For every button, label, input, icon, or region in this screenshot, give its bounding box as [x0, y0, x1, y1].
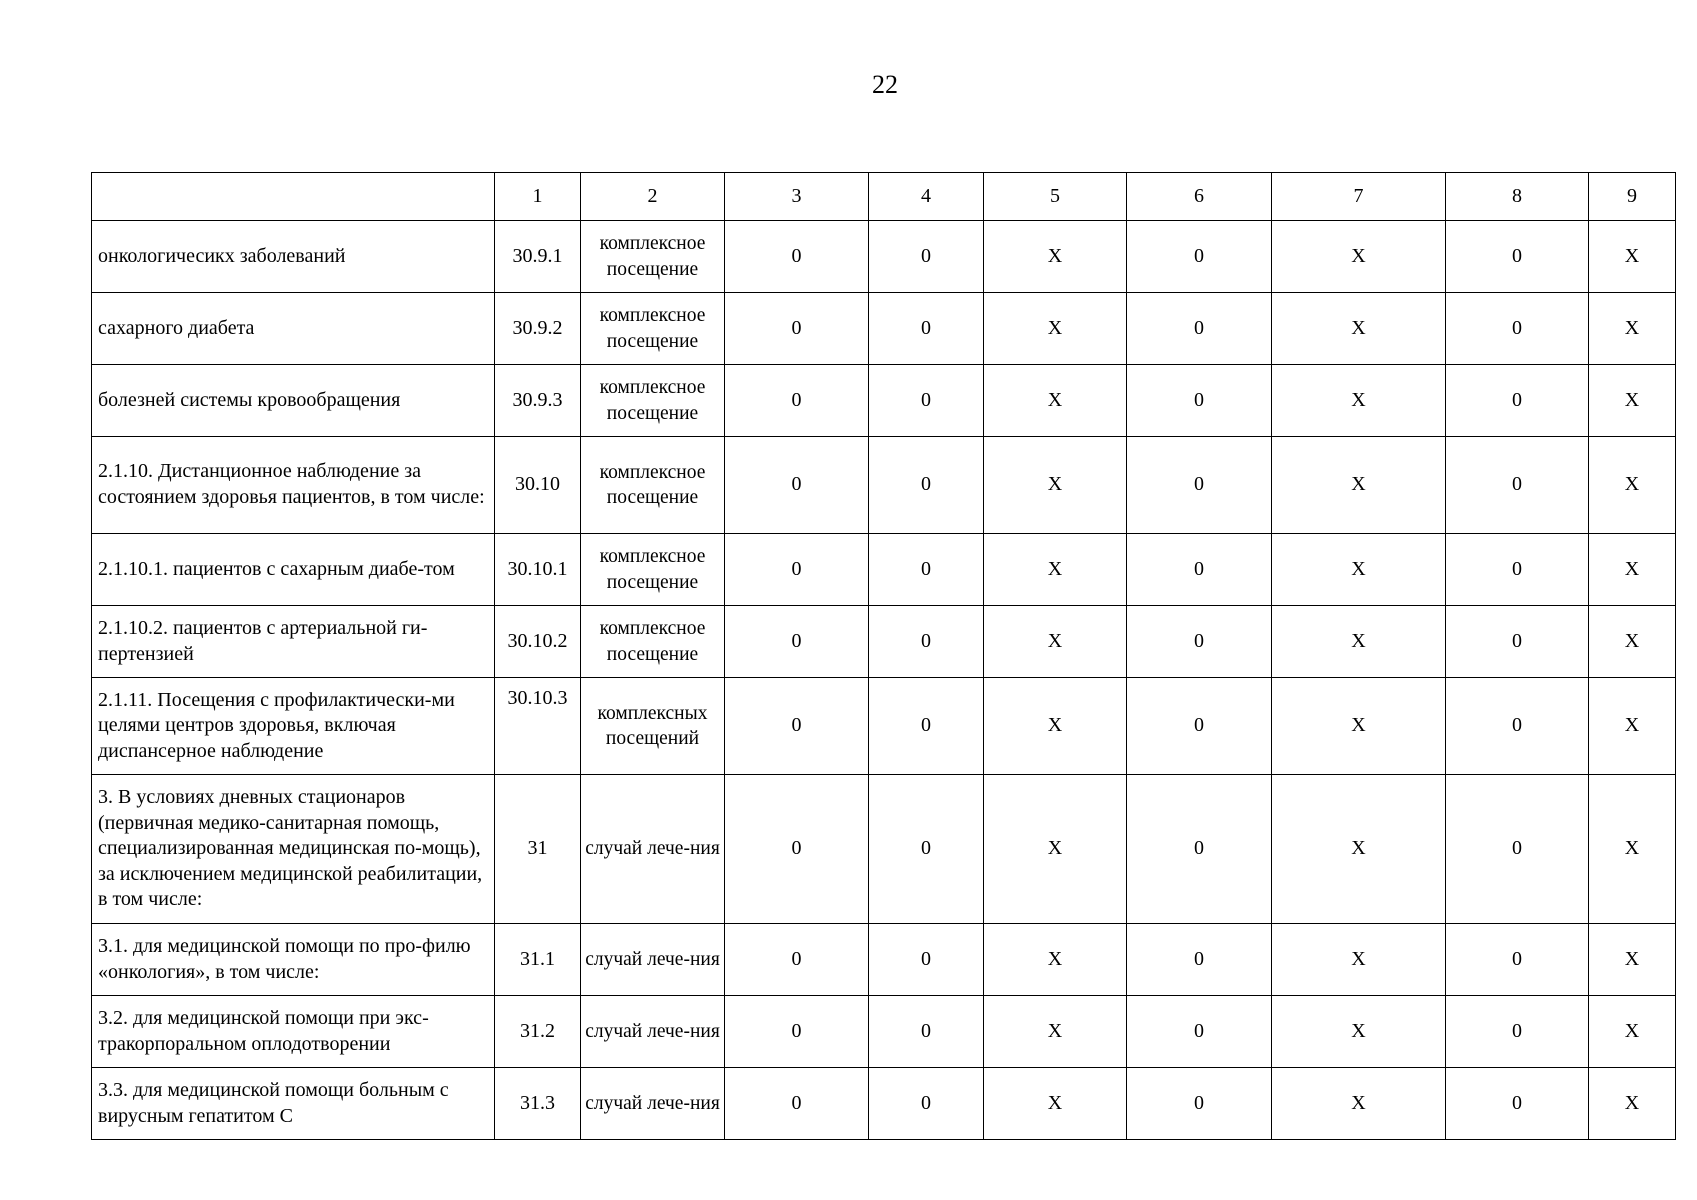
row-col-6: 0: [1127, 221, 1272, 293]
row-col-6: 0: [1127, 606, 1272, 678]
row-col-4: 0: [869, 678, 984, 775]
row-code: 30.10.2: [495, 606, 581, 678]
row-col-8: 0: [1446, 534, 1589, 606]
row-name: 3. В условиях дневных стационаров (первичная медико-санитарная помощь, специализированная медицинская по-мощь), за исключением медицинской реабилитации, в том числе:: [92, 775, 495, 924]
row-col-3: 0: [725, 678, 869, 775]
header-cell-9: 9: [1589, 173, 1676, 221]
page-number: 22: [872, 70, 898, 99]
row-code: 31: [495, 775, 581, 924]
row-col-6: 0: [1127, 437, 1272, 534]
row-unit: комплексное посещение: [581, 437, 725, 534]
row-col-4: 0: [869, 293, 984, 365]
row-col-3: 0: [725, 775, 869, 924]
row-name: онкологичесикх заболеваний: [92, 221, 495, 293]
row-unit: комплексное посещение: [581, 293, 725, 365]
row-col-5: X: [984, 221, 1127, 293]
row-col-6: 0: [1127, 293, 1272, 365]
row-col-4: 0: [869, 606, 984, 678]
row-col-3: 0: [725, 1068, 869, 1140]
row-col-3: 0: [725, 924, 869, 996]
row-col-6: 0: [1127, 678, 1272, 775]
row-col-9: X: [1589, 775, 1676, 924]
row-col-3: 0: [725, 293, 869, 365]
row-col-6: 0: [1127, 775, 1272, 924]
row-col-5: X: [984, 924, 1127, 996]
row-col-4: 0: [869, 437, 984, 534]
row-col-7: X: [1272, 996, 1446, 1068]
table-row: [92, 437, 1676, 534]
table-row: [92, 775, 1676, 924]
row-col-5: X: [984, 293, 1127, 365]
row-col-8: 0: [1446, 996, 1589, 1068]
header-cell-7: 7: [1272, 173, 1446, 221]
row-col-3: 0: [725, 996, 869, 1068]
row-col-7: X: [1272, 1068, 1446, 1140]
row-col-8: 0: [1446, 924, 1589, 996]
row-col-4: 0: [869, 221, 984, 293]
row-col-7: X: [1272, 293, 1446, 365]
row-col-8: 0: [1446, 678, 1589, 775]
row-col-4: 0: [869, 924, 984, 996]
row-col-6: 0: [1127, 365, 1272, 437]
row-name: 3.1. для медицинской помощи по про-филю «онкология», в том числе:: [92, 924, 495, 996]
header-cell-4: 4: [869, 173, 984, 221]
row-col-9: X: [1589, 924, 1676, 996]
row-col-6: 0: [1127, 1068, 1272, 1140]
row-col-3: 0: [725, 437, 869, 534]
row-col-5: X: [984, 534, 1127, 606]
row-unit: комплексное посещение: [581, 221, 725, 293]
row-col-8: 0: [1446, 221, 1589, 293]
header-cell-2: 2: [581, 173, 725, 221]
row-code: 30.10.1: [495, 534, 581, 606]
row-col-4: 0: [869, 1068, 984, 1140]
row-code: 31.1: [495, 924, 581, 996]
row-name: 2.1.10. Дистанционное наблюдение за состоянием здоровья пациентов, в том числе:: [92, 437, 495, 534]
header-cell-1: 1: [495, 173, 581, 221]
table-row: [92, 534, 1676, 606]
row-col-3: 0: [725, 534, 869, 606]
row-name: 2.1.10.2. пациентов с артериальной ги-пертензией: [92, 606, 495, 678]
row-col-8: 0: [1446, 293, 1589, 365]
row-col-4: 0: [869, 534, 984, 606]
row-col-5: X: [984, 365, 1127, 437]
header-cell-6: 6: [1127, 173, 1272, 221]
row-col-9: X: [1589, 221, 1676, 293]
table-row: [92, 924, 1676, 996]
row-code: 30.10: [495, 437, 581, 534]
data-table: [91, 172, 1676, 1140]
row-col-8: 0: [1446, 775, 1589, 924]
row-col-9: X: [1589, 996, 1676, 1068]
row-col-3: 0: [725, 365, 869, 437]
row-code: 30.9.2: [495, 293, 581, 365]
table-row: [92, 996, 1676, 1068]
row-col-3: 0: [725, 606, 869, 678]
row-unit: случай лече-ния: [581, 1068, 725, 1140]
header-cell-3: 3: [725, 173, 869, 221]
row-code: 30.10.3: [495, 678, 581, 775]
header-cell-8: 8: [1446, 173, 1589, 221]
row-col-7: X: [1272, 678, 1446, 775]
row-col-7: X: [1272, 924, 1446, 996]
row-unit: комплексное посещение: [581, 365, 725, 437]
row-col-6: 0: [1127, 996, 1272, 1068]
table-row: [92, 1068, 1676, 1140]
table-row: [92, 678, 1676, 775]
row-col-7: X: [1272, 606, 1446, 678]
row-col-8: 0: [1446, 1068, 1589, 1140]
row-col-8: 0: [1446, 437, 1589, 534]
table-row: [92, 293, 1676, 365]
row-unit: случай лече-ния: [581, 775, 725, 924]
row-col-4: 0: [869, 996, 984, 1068]
row-col-9: X: [1589, 606, 1676, 678]
row-col-4: 0: [869, 775, 984, 924]
row-name: 3.2. для медицинской помощи при экс-тракорпоральном оплодотворении: [92, 996, 495, 1068]
row-col-6: 0: [1127, 924, 1272, 996]
row-col-5: X: [984, 1068, 1127, 1140]
row-col-7: X: [1272, 437, 1446, 534]
table-row: [92, 365, 1676, 437]
row-col-7: X: [1272, 221, 1446, 293]
row-col-9: X: [1589, 293, 1676, 365]
header-cell-name: [92, 173, 495, 221]
row-col-3: 0: [725, 221, 869, 293]
row-unit: комплексное посещение: [581, 534, 725, 606]
row-col-8: 0: [1446, 365, 1589, 437]
header-cell-5: 5: [984, 173, 1127, 221]
row-col-7: X: [1272, 534, 1446, 606]
row-col-9: X: [1589, 534, 1676, 606]
row-name: болезней системы кровообращения: [92, 365, 495, 437]
row-col-9: X: [1589, 437, 1676, 534]
row-col-5: X: [984, 775, 1127, 924]
row-code: 30.9.1: [495, 221, 581, 293]
row-name: 3.3. для медицинской помощи больным с вирусным гепатитом С: [92, 1068, 495, 1140]
row-col-8: 0: [1446, 606, 1589, 678]
row-col-6: 0: [1127, 534, 1272, 606]
row-unit: случай лече-ния: [581, 924, 725, 996]
row-unit: случай лече-ния: [581, 996, 725, 1068]
row-name: сахарного диабета: [92, 293, 495, 365]
row-unit: комплексных посещений: [581, 678, 725, 775]
row-col-5: X: [984, 996, 1127, 1068]
header-row: [92, 173, 1676, 221]
row-col-7: X: [1272, 365, 1446, 437]
row-col-5: X: [984, 437, 1127, 534]
row-code: 31.3: [495, 1068, 581, 1140]
row-code: 30.9.3: [495, 365, 581, 437]
table-row: [92, 221, 1676, 293]
row-col-5: X: [984, 678, 1127, 775]
row-col-5: X: [984, 606, 1127, 678]
row-col-9: X: [1589, 1068, 1676, 1140]
row-col-4: 0: [869, 365, 984, 437]
row-code: 31.2: [495, 996, 581, 1068]
table-row: [92, 606, 1676, 678]
row-name: 2.1.10.1. пациентов с сахарным диабе-том: [92, 534, 495, 606]
row-col-9: X: [1589, 365, 1676, 437]
row-unit: комплексное посещение: [581, 606, 725, 678]
row-name: 2.1.11. Посещения с профилактически-ми целями центров здоровья, включая диспансерное наблюдение: [92, 678, 495, 775]
row-col-9: X: [1589, 678, 1676, 775]
row-col-7: X: [1272, 775, 1446, 924]
